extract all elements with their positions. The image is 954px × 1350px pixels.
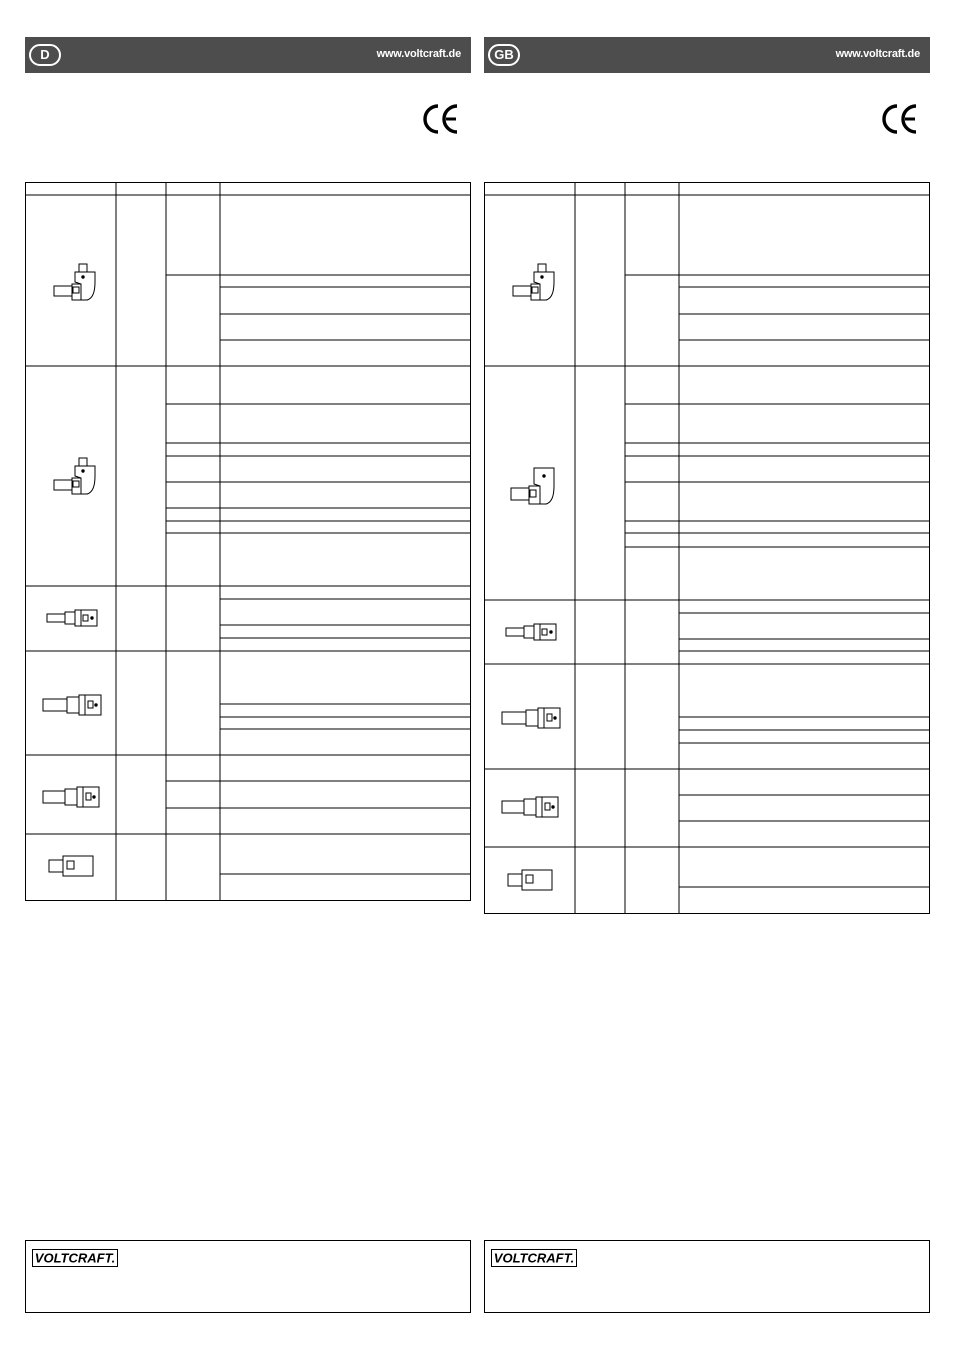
angled-plug-icon — [511, 468, 554, 504]
angled-plug-icon — [513, 264, 554, 300]
website-url[interactable]: www.voltcraft.de — [376, 48, 461, 60]
ce-mark-icon — [421, 102, 461, 136]
short-plug-icon — [508, 870, 552, 890]
straight-plug-icon — [47, 610, 97, 626]
voltcraft-logo — [32, 1249, 118, 1267]
angled-plug-icon — [54, 264, 95, 300]
language-badge: GB — [488, 44, 520, 66]
column-de — [25, 0, 471, 1350]
short-plug-icon — [49, 856, 93, 876]
language-header-bar — [484, 37, 930, 73]
spec-table — [25, 182, 471, 902]
website-url[interactable]: www.voltcraft.de — [835, 48, 920, 60]
ce-mark-icon — [880, 102, 920, 136]
angled-plug-icon — [54, 458, 95, 494]
voltcraft-logo — [491, 1249, 577, 1267]
straight-plug-icon — [502, 797, 558, 817]
spec-table — [484, 182, 930, 917]
footer-logo-box — [484, 1240, 930, 1313]
language-header-bar — [25, 37, 471, 73]
footer-logo-box — [25, 1240, 471, 1313]
language-badge: D — [29, 44, 61, 66]
straight-plug-icon — [506, 624, 556, 640]
logo-text: VOLTCRAFT. — [493, 1250, 575, 1266]
straight-plug-icon — [43, 787, 99, 807]
column-gb — [484, 0, 930, 1350]
straight-plug-icon — [43, 695, 101, 715]
straight-plug-icon — [502, 708, 560, 728]
logo-text: VOLTCRAFT. — [34, 1250, 116, 1266]
